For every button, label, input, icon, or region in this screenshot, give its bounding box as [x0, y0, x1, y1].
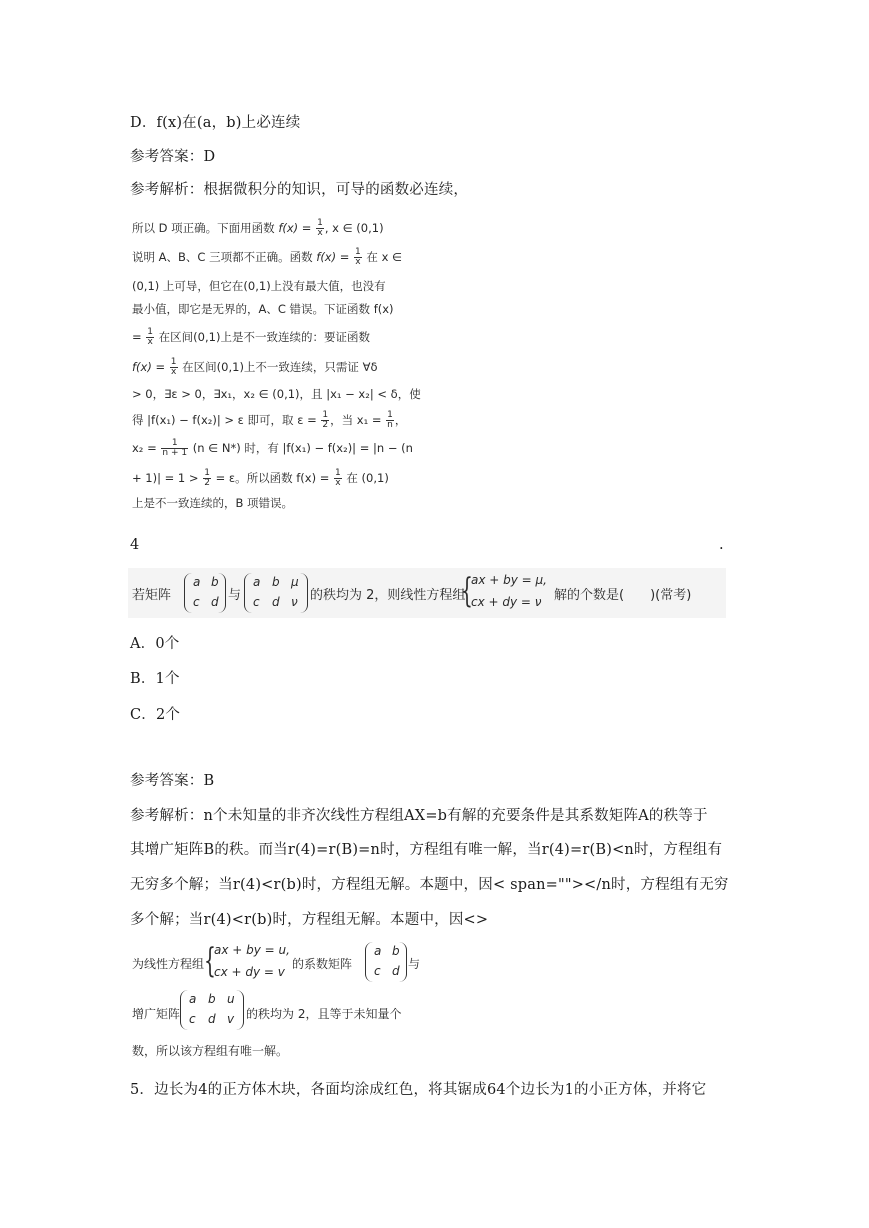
option-d-q3: D．f(x)在(a，b)上必连续	[130, 115, 301, 131]
analysis-q4-line-2: 其增广矩阵B的秩。而当r(4)=r(B)=n时，方程组有唯一解，当r(4)=r(B)<n时，方程组有	[130, 842, 723, 858]
question-image-q4	[128, 568, 726, 618]
img2-text-1a: 为线性方程组	[132, 957, 205, 971]
q4-matrix-1: a b c d	[184, 573, 226, 613]
img2-text-1c: 与	[408, 957, 421, 971]
q4-matrix-2: a b μ c d ν	[244, 573, 308, 613]
img2-text-1b: 的系数矩阵	[292, 957, 353, 971]
q4-with: 与	[228, 588, 242, 603]
img1-line-4: 最小值，即它是无界的，A、C 错误。下证函数 f(x)	[132, 302, 394, 316]
solution-image-q3	[132, 215, 432, 515]
img2-eq1: ax + by = u,	[214, 943, 290, 957]
img1-line-6: f(x) = $\frac{1}{x}$ 在区间(0,1)上不一致连续，只需证 ∀δ	[132, 357, 378, 377]
option-c: C．2个	[130, 707, 181, 723]
img1-line-7: > 0，∃ε > 0，∃x₁，x₂ ∈ (0,1)，且 |x₁ − x₂| < δ，使	[132, 387, 421, 401]
img1-line-2: 说明 A、B、C 三项都不正确。函数 f(x) = $\frac{1}{x}$ 在 x ∈	[132, 247, 403, 267]
answer-q3: 参考答案：D	[130, 149, 216, 165]
analysis-q4-line-1: 参考解析：n个未知量的非齐次线性方程组AX=b有解的充要条件是其系数矩阵A的秩等于	[130, 808, 708, 824]
option-b: B．1个	[130, 671, 180, 687]
q4-eq1: ax + by = μ,	[471, 573, 547, 587]
img2-brace: {	[204, 941, 216, 981]
q4-eq2: cx + dy = ν	[471, 595, 542, 609]
img1-line-1: 所以 D 项正确。下面用函数 f(x) = $\frac{1}{x}$ , x ∈ (0,1)	[132, 218, 384, 238]
q5-line: 5．边长为4的正方体木块，各面均涂成红色，将其锯成64个边长为1的小正方体，并将它	[130, 1082, 707, 1098]
analysis-q4-line-4: 多个解；当r(4)<r(b)时，方程组无解。本题中，因<>	[130, 912, 489, 928]
q4-prefix: 若矩阵	[132, 588, 172, 603]
solution-image-q4	[132, 940, 432, 1065]
img1-line-11: 上是不一致连续的，B 项错误。	[132, 496, 294, 510]
img2-eq2: cx + dy = v	[214, 965, 285, 979]
option-a: A．0个	[130, 636, 180, 652]
img1-line-8: 得 |f(x₁) − f(x₂)| > ε 即可，取 ε = $\frac{1}{2}$ ，当 x₁ = $\frac{1}{n}$ ，	[132, 410, 407, 430]
img1-line-10: + 1)| = 1 > $\frac{1}{2}$ = ε。所以函数 f(x) = $\frac{1}{x}$ 在 (0,1)	[132, 468, 389, 488]
q4-brace: {	[461, 571, 473, 611]
img1-line-3: (0,1) 上可导，但它在(0,1)上没有最大值，也没有	[132, 279, 386, 293]
img2-matrix-1: a b c d	[365, 942, 407, 982]
img2-matrix-2: a b u c d v	[180, 990, 244, 1030]
img1-line-5: = $\frac{1}{x}$ 在区间(0,1)上是不一致连续的：要证函数	[132, 327, 370, 347]
img2-text-2a: 增广矩阵	[132, 1007, 181, 1021]
answer-q4: 参考答案：B	[130, 773, 215, 789]
analysis-q4-line-3: 无穷多个解；当r(4)<r(b)时，方程组无解。本题中，因< span=""></n时，方程组有无穷	[130, 877, 729, 893]
q4-dot: .	[719, 537, 724, 553]
q4-rank-text: 的秩均为 2，则线性方程组	[310, 588, 466, 603]
analysis-q3: 参考解析：根据微积分的知识，可导的函数必连续，	[130, 182, 469, 198]
q4-number: 4	[130, 537, 140, 553]
img2-text-2b: 的秩均为 2，且等于未知量个	[246, 1007, 402, 1021]
img2-text-3: 数，所以该方程组有唯一解。	[132, 1044, 289, 1058]
q4-suffix: 解的个数是( )(常考)	[554, 588, 692, 603]
img1-line-9: x₂ = $\frac{1}{n + 1}$ (n ∈ N*) 时，有 |f(x₁) − f(x₂)| = |n − (n	[132, 438, 413, 458]
